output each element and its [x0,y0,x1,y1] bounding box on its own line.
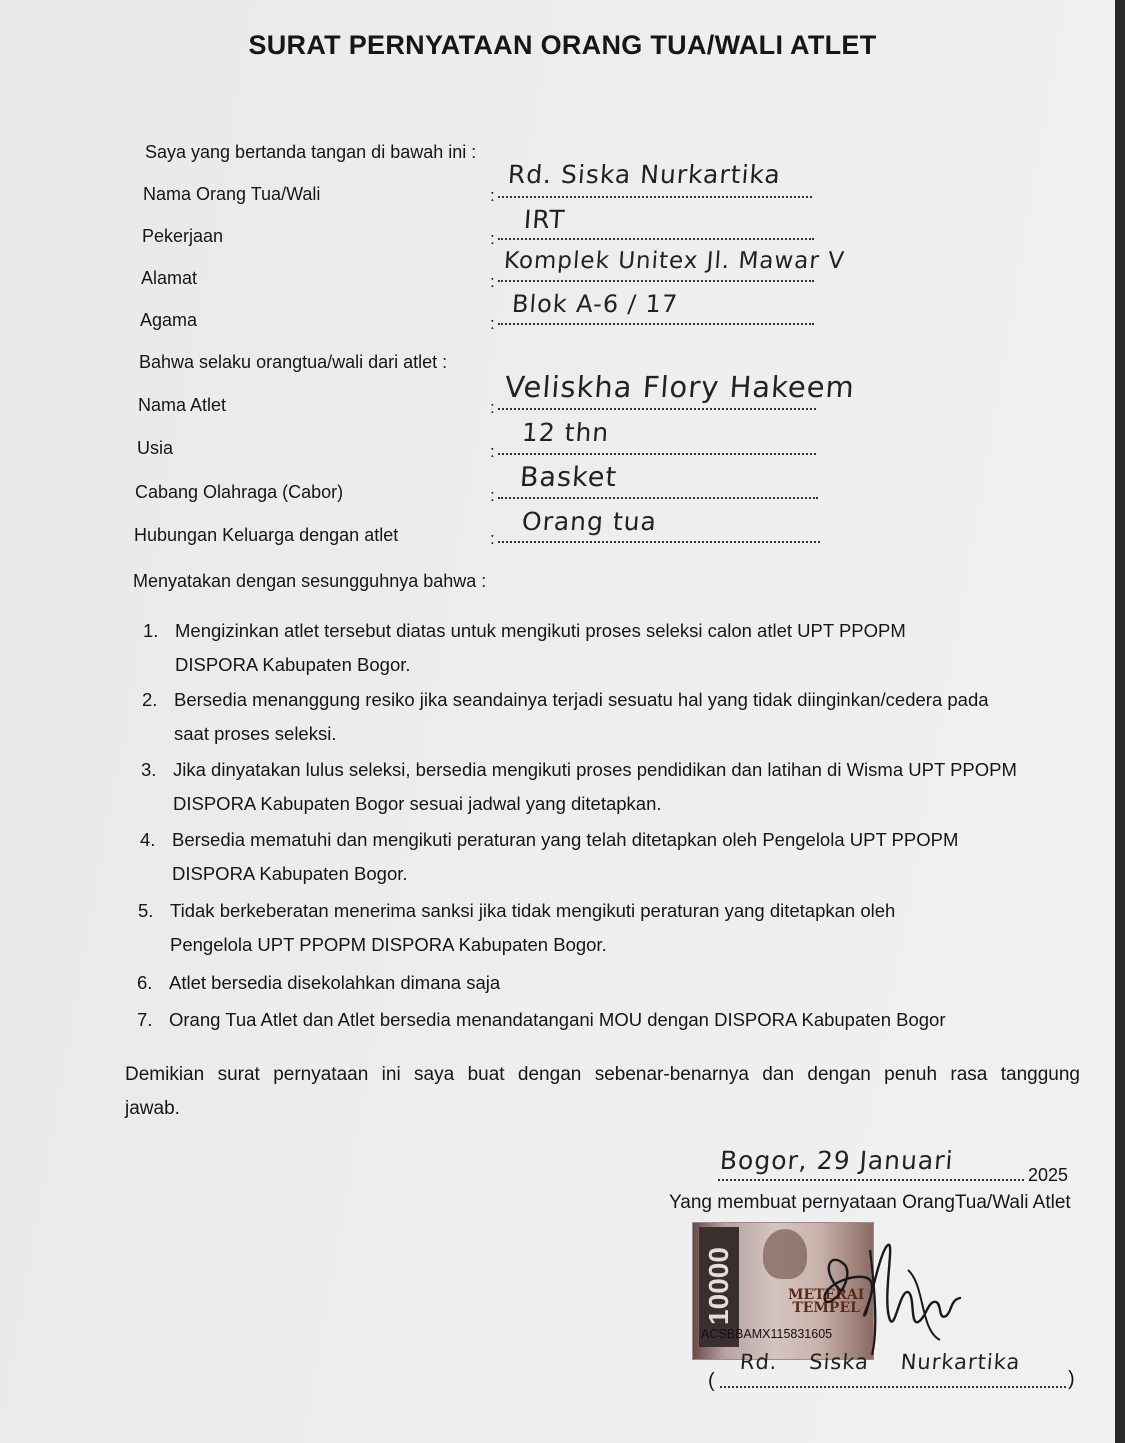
field-dotline [498,453,816,455]
handwritten-address: Komplek Unitex Jl. Mawar V [503,248,846,274]
closing-line: Demikian surat pernyataan ini saya buat dengan sebenar-benarnya dan dengan penuh rasa tanggung [125,1064,1080,1085]
stamp-value [697,1241,741,1331]
field-dotline [498,323,814,325]
statement-line: Tidak berkeberatan menerima sanksi jika tidak mengikuti peraturan yang ditetapkan oleh [170,900,896,921]
field-colon: : [490,529,495,548]
field-label-occupation: Pekerjaan [142,226,224,246]
stamp-serial: ACSBBAMX115831605 [701,1327,833,1341]
stamp-label-line: TEMPEL [792,1300,860,1316]
field-dotline [498,541,820,543]
date-dotline [718,1179,1024,1181]
field-dotline [498,408,816,410]
athlete-intro-text: Bahwa selaku orangtua/wali dari atlet : [139,352,448,372]
handwritten-athlete-name: Veliskha Flory Hakeem [503,370,857,404]
document-title: SURAT PERNYATAAN ORANG TUA/WALI ATLET [248,30,877,60]
statement-line: Atlet bersedia disekolahkan dimana saja [169,972,501,993]
intro-text: Saya yang bertanda tangan di bawah ini : [145,142,477,162]
field-dotline [498,497,818,499]
statement-number: 4. [140,829,156,850]
statement-line: Orang Tua Atlet dan Atlet bersedia menandatangani MOU dengan DISPORA Kabupaten Bogor [169,1009,946,1030]
statement-number: 6. [137,972,153,993]
statement-line: Jika dinyatakan lulus seleksi, bersedia mengikuti proses pendidikan dan latihan di Wisma UPT PPOPM [173,759,1017,780]
stamp-value-text: 10000 [703,1247,734,1325]
field-colon: : [490,272,495,291]
statement-line: DISPORA Kabupaten Bogor. [175,654,411,675]
paren-open: ( [708,1370,715,1392]
statement-number: 5. [138,900,154,921]
signature-graphic [800,1230,970,1360]
handwritten-place-date: Bogor, 29 Januari [718,1146,955,1175]
statement-line: DISPORA Kabupaten Bogor. [172,863,408,884]
field-dotline [498,238,814,240]
field-colon: : [490,314,495,333]
statement-line: Pengelola UPT PPOPM DISPORA Kabupaten Bogor. [170,934,607,955]
field-colon: : [490,229,495,248]
statement-line: DISPORA Kabupaten Bogor sesuai jadwal yang ditetapkan. [173,793,662,814]
statement-number: 1. [143,620,159,641]
paren-close: ) [1068,1368,1075,1390]
closing-paragraph [125,1058,1080,1126]
statement-line: Mengizinkan atlet tersebut diatas untuk mengikuti proses seleksi calon atlet UPT PPOPM [175,620,906,641]
statement-number: 7. [137,1009,153,1030]
statement-line: Bersedia menanggung resiko jika seandainya terjadi sesuatu hal yang tidak diinginkan/cedera pada [174,689,989,710]
field-label-sport-branch: Cabang Olahraga (Cabor) [135,482,344,502]
handwritten-relationship: Orang tua [520,507,658,536]
stamp-label-line: METERAI [788,1287,865,1303]
statement-number: 3. [141,759,157,780]
handwritten-parent-name: Rd. Siska Nurkartika [506,160,782,189]
statement-number: 2. [142,689,158,710]
field-label-religion: Agama [140,310,198,330]
handwritten-signer-name: Rd. Siska Nurkartika [739,1350,1022,1374]
handwritten-religion: Blok A-6 / 17 [511,290,680,318]
field-label-relationship: Hubungan Keluarga dengan atlet [134,525,399,545]
field-dotline [498,196,812,198]
field-colon: : [490,442,495,461]
statement-line: Bersedia mematuhi dan mengikuti peraturan yang telah ditetapkan oleh Pengelola UPT PPOPM [172,829,959,850]
date-year: 2025 [1028,1165,1069,1185]
handwritten-age: 12 thn [520,418,611,447]
field-colon: : [490,486,495,505]
statement-intro-text: Menyatakan dengan sesungguhnya bahwa : [133,571,487,591]
field-colon: : [490,398,495,417]
field-label-parent-name: Nama Orang Tua/Wali [143,184,321,204]
closing-line: jawab. [125,1098,180,1119]
field-label-age: Usia [137,438,174,458]
field-dotline [498,280,814,282]
handwritten-occupation: IRT [522,205,567,234]
field-label-address: Alamat [141,268,198,288]
handwritten-sport-branch: Basket [518,462,619,493]
signer-caption: Yang membuat pernyataan OrangTua/Wali Atlet [669,1192,1071,1213]
field-colon: : [490,186,495,205]
signer-dotline [720,1386,1066,1388]
statement-line: saat proses seleksi. [174,723,337,744]
field-label-athlete-name: Nama Atlet [138,395,227,415]
